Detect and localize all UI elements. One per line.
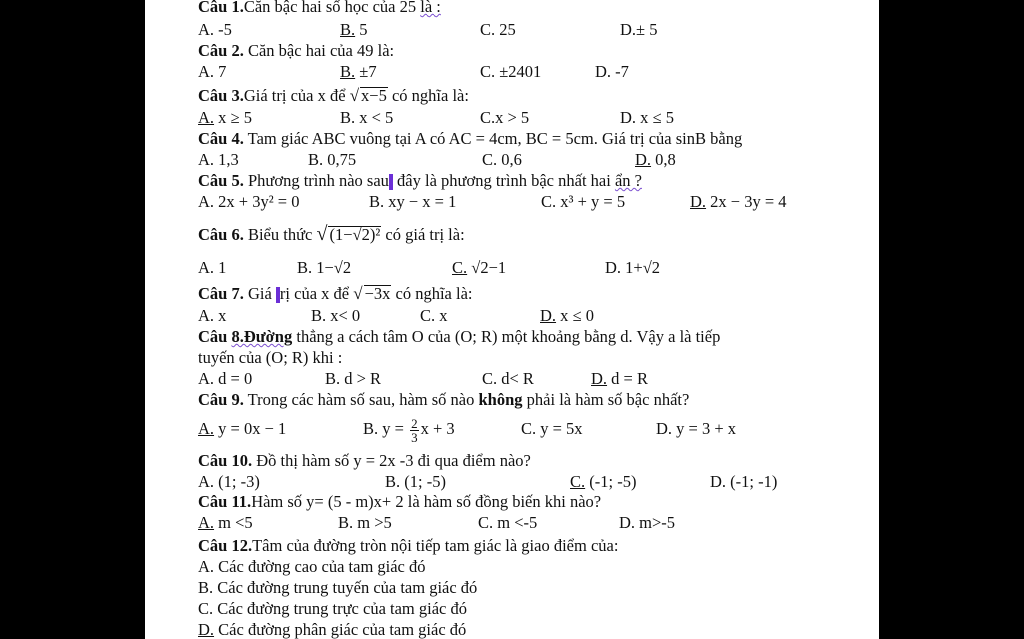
fraction-numerator: 2 [411,415,418,431]
question-10 [198,452,531,470]
option-c: C. Các đường trung trực của tam giác đó [198,599,467,618]
question-label: Câu 7. [198,284,244,303]
question-1 [198,0,441,16]
option-c: C. d< R [482,369,534,388]
option-value: 0,8 [651,150,676,169]
option-d: D.± 5 [620,20,658,39]
answer-key: B. [340,62,356,81]
option-value: (-1; -5) [585,472,637,491]
question-text: Hàm số y= (5 - m)x+ 2 là hàm số đồng biến khi nào? [251,492,602,511]
question-4 [198,130,742,148]
answer-key: D. [591,369,608,388]
option-b: B. 0,75 [308,150,357,169]
answer-key: D. [540,306,557,325]
answer-key: D. [690,192,707,211]
option-b: B. m >5 [338,513,392,532]
question-text: Tam giác ABC vuông tại A có AC = 4cm, BC = 5cm. Giá trị của sinB bằng [243,129,743,148]
option-d: D. m>-5 [619,513,676,532]
answer-key: B. [340,20,356,39]
answer-key: A. [198,108,215,127]
sqrt-sign: √ [316,223,328,245]
option-a: A. d = 0 [198,369,253,388]
option-a: A. 2x + 3y² = 0 [198,192,300,211]
option-a [198,514,253,532]
option-b: B. xy − x = 1 [369,192,457,211]
option-value: x ≤ 0 [556,306,594,325]
option-a: A. (1; -3) [198,472,260,491]
option-d: D. (-1; -1) [710,472,778,491]
answer-key: C. [452,258,468,277]
option-value: d = R [607,369,648,388]
question-6 [198,225,465,244]
question-text-wavy: 8.Đường [231,327,293,346]
option-c: C. 0,6 [482,150,522,169]
option-c: C. y = 5x [521,419,583,438]
option-value: 2x − 3y = 4 [706,192,787,211]
option-value: x ≥ 5 [214,108,252,127]
question-label: Câu 2. [198,41,244,60]
question-9 [198,391,689,409]
option-d: D. -7 [595,62,629,81]
option-c: C. x [420,306,448,325]
option-b: B. x< 0 [311,306,361,325]
option-value: m <5 [214,513,253,532]
option-c [570,473,636,491]
option-b: B. x < 5 [340,108,394,127]
option-c: C. 25 [480,20,516,39]
question-label: Câu 9. [198,390,244,409]
question-5 [198,172,642,190]
question-text-wavy: là : [420,0,441,16]
option-b [340,63,377,81]
answer-key: D. [198,620,215,639]
fraction-denominator: 3 [411,429,418,445]
question-3 [198,87,469,105]
option-b [340,21,368,39]
option-value: 5 [355,20,368,39]
radicand: −3x [364,284,391,303]
question-label: Câu 11. [198,492,252,511]
question-text-wavy: ẩn ? [614,171,642,190]
option-c: C. m <-5 [478,513,538,532]
question-label: Câu 1. [198,0,244,16]
option-a [198,420,286,438]
option-d: D. y = 3 + x [656,419,737,438]
question-text-end: có nghĩa là: [387,86,469,105]
worksheet-page [145,0,879,639]
question-7 [198,285,473,303]
option-c: C. x³ + y = 5 [541,192,626,211]
option-d [198,621,466,639]
option-a [198,109,252,127]
question-label: Câu 5. [198,171,244,190]
radicand: (1−√2)² [329,225,381,244]
option-d [591,370,648,388]
question-text: Giá trị của x để [243,86,350,105]
option-d: D. 1+√2 [605,258,661,277]
option-b: B. 1−√2 [297,258,352,277]
question-text: Giá [243,284,276,303]
sqrt-sign: √ [349,86,360,105]
option-a: A. 1,3 [198,150,239,169]
question-2 [198,42,394,60]
option-b: B. (1; -5) [385,472,446,491]
option-a: A. 1 [198,258,227,277]
question-text: Biểu thức [243,225,317,244]
answer-key: D. [635,150,652,169]
option-b: B. Các đường trung tuyến của tam giác đó [198,578,478,597]
question-text: Căn bậc hai số học của 25 [243,0,417,16]
question-label: Câu 4. [198,129,244,148]
option-value-end: x + 3 [420,419,455,438]
question-label: Câu [198,327,228,346]
question-text: Đồ thị hàm số y = 2x -3 đi qua điểm nào? [252,451,531,470]
option-d [540,307,594,325]
question-label: Câu 3. [198,86,244,105]
option-value: Các đường phân giác của tam giác đó [214,620,467,639]
question-text-end: đây là phương trình bậc nhất hai [392,171,611,190]
question-label: Câu 12. [198,536,253,555]
question-8-line-2: tuyến của (O; R) khi : [198,348,343,367]
answer-key: C. [570,472,586,491]
question-text: Căn bậc hai của 49 là: [243,41,395,60]
option-d: D. x ≤ 5 [620,108,674,127]
option-c [452,259,506,277]
option-value: √2−1 [467,258,507,277]
question-text-end: phải là hàm số bậc nhất? [522,390,690,409]
question-text-mid: rị của x để [279,284,354,303]
question-text: Phương trình nào sau [243,171,389,190]
option-d [635,151,676,169]
fraction [410,417,419,444]
option-a: A. x [198,306,227,325]
answer-key: A. [198,513,215,532]
question-12 [198,537,618,555]
question-text-end: có nghĩa là: [391,284,473,303]
option-a: A. Các đường cao của tam giác đó [198,557,426,576]
option-value: B. y = [363,419,409,438]
option-b: B. d > R [325,369,382,388]
option-b [363,412,455,446]
question-11 [198,493,601,511]
question-label: Câu 6. [198,225,244,244]
option-a: A. 7 [198,62,227,81]
question-8 [198,328,720,346]
option-c: C.x > 5 [480,108,530,127]
question-text-end: có giá trị là: [381,225,465,244]
question-text-bold: không [478,390,523,409]
radicand: x−5 [361,86,387,105]
option-value: y = 0x − 1 [214,419,287,438]
option-a: A. -5 [198,20,232,39]
option-c: C. ±2401 [480,62,542,81]
option-d [690,193,787,211]
question-text: Tâm của đường tròn nội tiếp tam giác là giao điểm của: [252,536,619,555]
option-value: ±7 [355,62,377,81]
answer-key: A. [198,419,215,438]
question-text: Trong các hàm số sau, hàm số nào [243,390,479,409]
question-text: thẳng a cách tâm O của (O; R) một khoảng bằng d. Vậy a là tiếp [292,327,721,346]
question-label: Câu 10. [198,451,253,470]
sqrt-sign: √ [353,284,363,303]
